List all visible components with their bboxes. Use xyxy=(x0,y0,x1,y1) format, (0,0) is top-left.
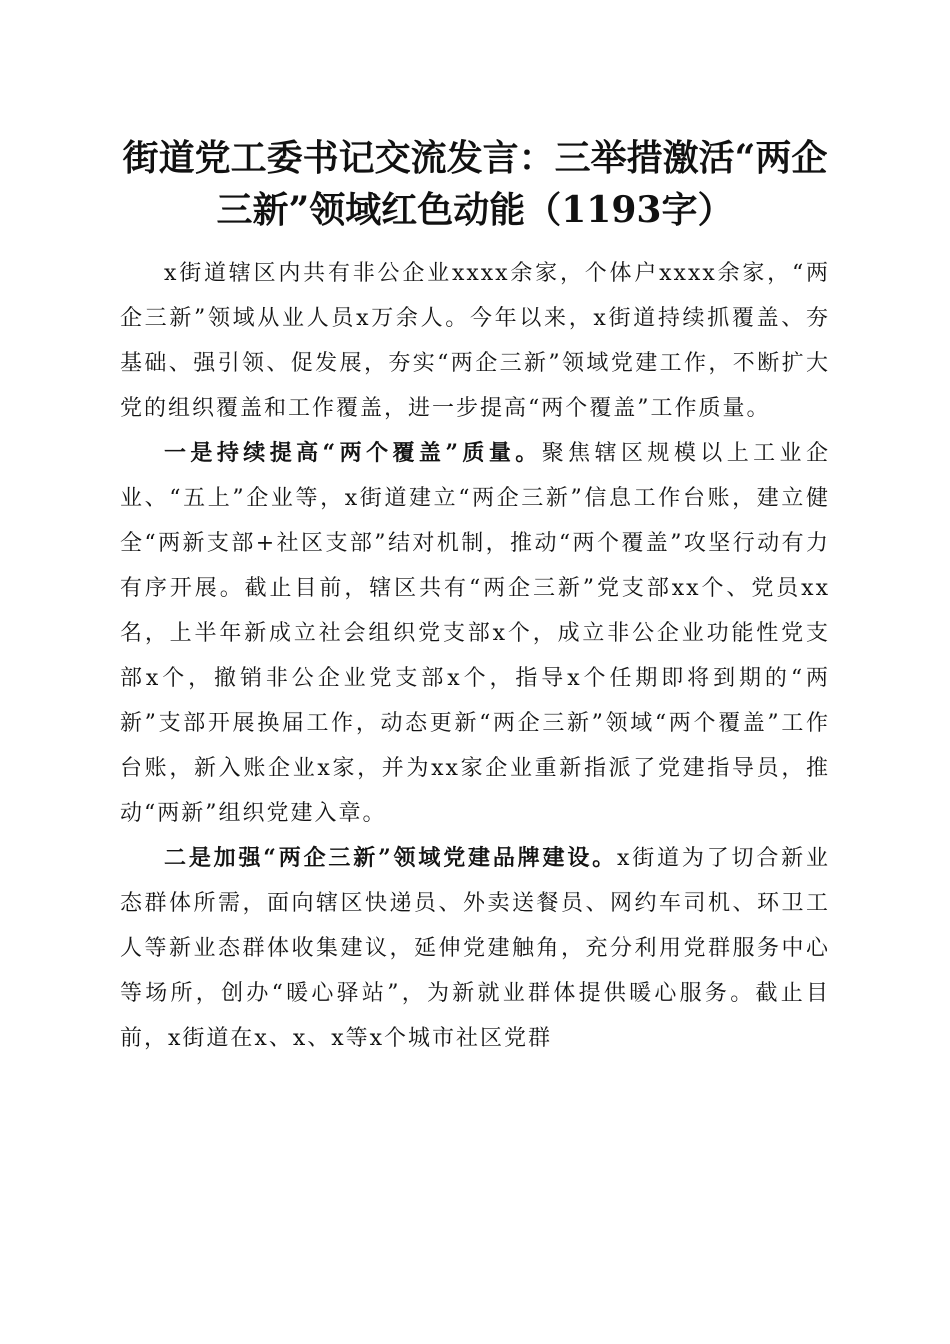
title-line-2: 三新”领域红色动能（1193字） xyxy=(216,189,734,231)
document-title xyxy=(100,132,850,236)
paragraph-intro xyxy=(120,251,830,431)
document-body xyxy=(120,251,830,1061)
paragraph-point-1 xyxy=(120,431,830,836)
paragraph-lead: 二是加强“两企三新”领域党建品牌建设。 xyxy=(164,845,617,871)
paragraph-point-2 xyxy=(120,836,830,1061)
title-line-1: 街道党工委书记交流发言：三举措激活“两企 xyxy=(122,137,828,179)
paragraph-text: x街道辖区内共有非公企业xxxx余家，个体户xxxx余家，“两企三新”领域从业人员x万余人。今年以来，x街道持续抓覆盖、夯基础、强引领、促发展，夯实“两企三新”领域党建工作，不断扩大党的组织覆盖和工作覆盖，进一步提高“两个覆盖”工作质量。 xyxy=(120,261,830,421)
paragraph-text: 聚焦辖区规模以上工业企业、“五上”企业等，x街道建立“两企三新”信息工作台账，建立健全“两新支部+社区支部”结对机制，推动“两个覆盖”攻坚行动有力有序开展。截止目前，辖区共有“两企三新”党支部xx个、党员xx名，上半年新成立社会组织党支部x个，成立非公企业功能性党支部x个，撤销非公企业党支部x个，指导x个任期即将到期的“两新”支部开展换届工作，动态更新“两企三新”领域“两个覆盖”工作台账，新入账企业x家，并为xx家企业重新指派了党建指导员，推动“两新”组织党建入章。 xyxy=(120,441,830,826)
paragraph-text: x街道为了切合新业态群体所需，面向辖区快递员、外卖送餐员、网约车司机、环卫工人等新业态群体收集建议，延伸党建触角，充分利用党群服务中心等场所，创办“暖心驿站”，为新就业群体提供暖心服务。截止目前，x街道在x、x、x等x个城市社区党群 xyxy=(120,846,830,1051)
paragraph-lead: 一是持续提高“两个覆盖”质量。 xyxy=(164,440,542,466)
